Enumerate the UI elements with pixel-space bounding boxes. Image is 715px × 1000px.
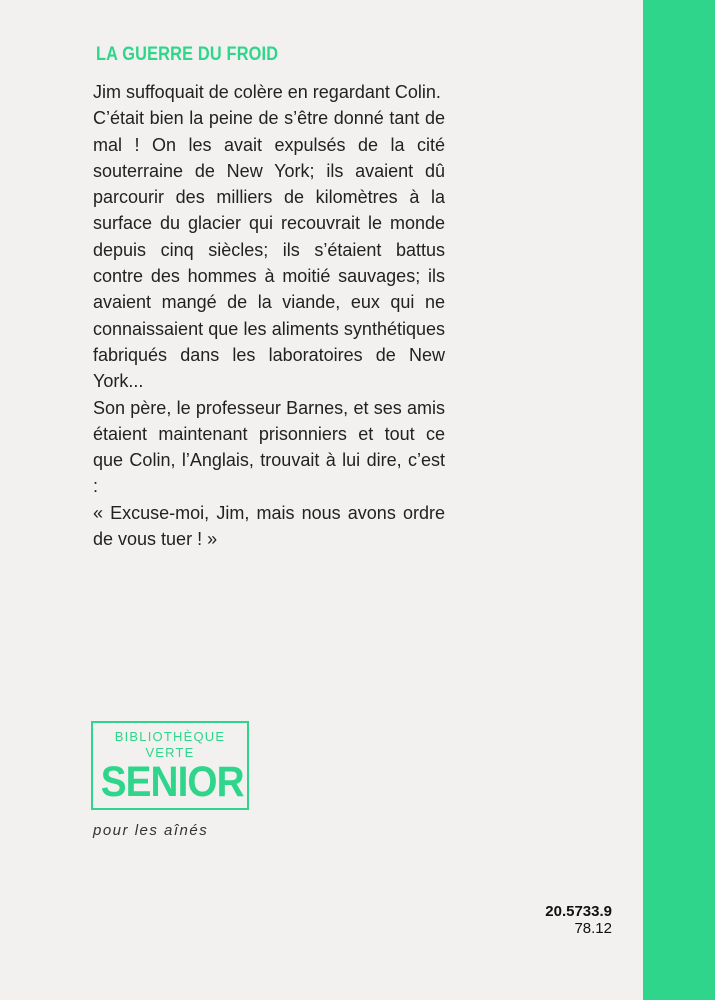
series-logo xyxy=(91,721,249,810)
blurb-paragraph-2: C’était bien la peine de s’être donné tant de mal ! On les avait expulsés de la cité souterraine de New York; ils avaient dû parcourir des milliers de kilomètres à la surface du glacier qui recouvrait le monde depuis cinq siècles; ils s’étaient battus contre des hommes à moitié sauvages; ils avaient mangé de la viande, eux qui ne connaissaient que les aliments synthétiques fabriqués dans les laboratoires de New York... xyxy=(93,108,445,392)
blurb-paragraph-4: « Excuse-moi, Jim, mais nous avons ordre de vous tuer ! » xyxy=(93,502,445,550)
green-spine-band xyxy=(643,0,715,1000)
date-code: 78.12 xyxy=(574,920,612,937)
catalog-codes xyxy=(545,903,612,937)
blurb-paragraph-3: Son père, le professeur Barnes, et ses amis étaient maintenant prisonniers et tout ce que Colin, l’Anglais, trouvait à lui dire, c’est : xyxy=(93,397,445,497)
series-tagline: pour les aînés xyxy=(93,822,209,839)
logo-brand-senior: SENIOR xyxy=(100,758,244,806)
logo-line-bibliotheque: BIBLIOTHÈQUE xyxy=(114,729,226,744)
logo-line-verte: VERTE xyxy=(145,745,195,760)
blurb-paragraph-1: Jim suffoquait de colère en regardant Colin. xyxy=(93,82,441,102)
blurb-text xyxy=(93,79,445,552)
book-title: LA GUERRE DU FROID xyxy=(96,44,279,65)
isbn-code: 20.5733.9 xyxy=(545,903,612,920)
